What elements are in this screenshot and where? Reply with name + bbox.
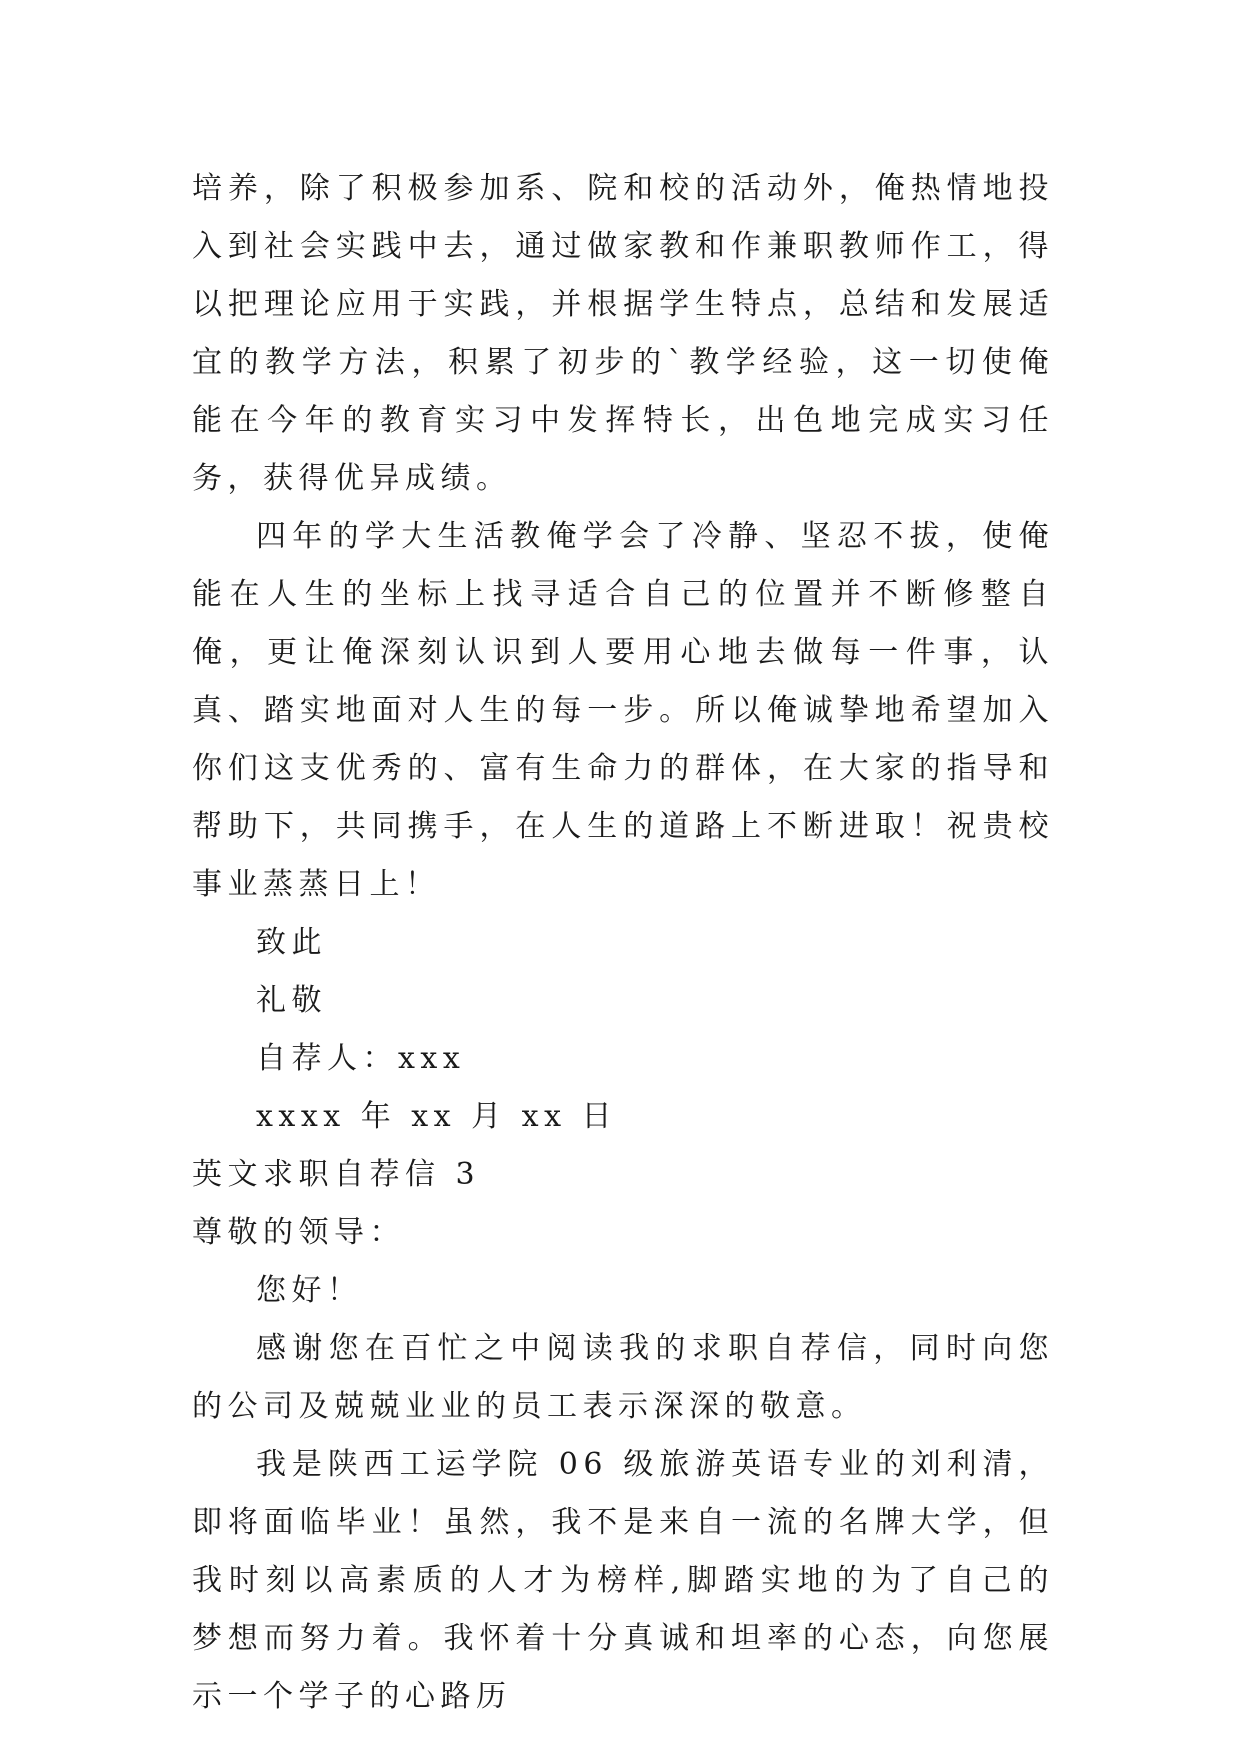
paragraph-activities: 培养，除了积极参加系、院和校的活动外，俺热情地投入到社会实践中去，通过做家教和作兼职教师作工，得以把理论应用于实践，并根据学生特点，总结和发展适宜的教学方法，积累了初步的`教学经验，这一切使俺能在今年的教育实习中发挥特长，出色地完成实习任务，获得优异成绩。 [192,171,1054,496]
paragraph-introduction: 我是陕西工运学院 06 级旅游英语专业的刘利清，即将面临毕业！虽然，我不是来自一流的名牌大学，但我时刻以高素质的人才为榜样,脚踏实地的为了自己的梦想而努力着。我怀着十分真诚和坦率的心态，向您展示一个学子的心路历 [192,1447,1054,1714]
signer-line: 自荐人：xxx [256,1041,466,1076]
paragraph-university-life: 四年的学大生活教俺学会了冷静、坚忍不拔，使俺能在人生的坐标上找寻适合自己的位置并不断修整自俺，更让俺深刻认识到人要用心地去做每一件事，认真、踏实地面对人生的每一步。所以俺诚挚地希望加入你们这支优秀的、富有生命力的群体，在大家的指导和帮助下，共同携手，在人生的道路上不断进取！祝贵校事业蒸蒸日上！ [192,519,1054,902]
paragraph-thanks: 感谢您在百忙之中阅读我的求职自荐信，同时向您的公司及兢兢业业的员工表示深深的敬意。 [192,1331,1054,1424]
greeting-line: 您好！ [256,1273,363,1308]
date-line: xxxx 年 xx 月 xx 日 [256,1099,618,1134]
salutation-line: 尊敬的领导： [192,1215,405,1250]
document-body [192,160,1054,1726]
closing-line-2: 礼敬 [256,983,327,1018]
section-title: 英文求职自荐信 3 [192,1157,481,1192]
closing-line-1: 致此 [256,925,327,960]
